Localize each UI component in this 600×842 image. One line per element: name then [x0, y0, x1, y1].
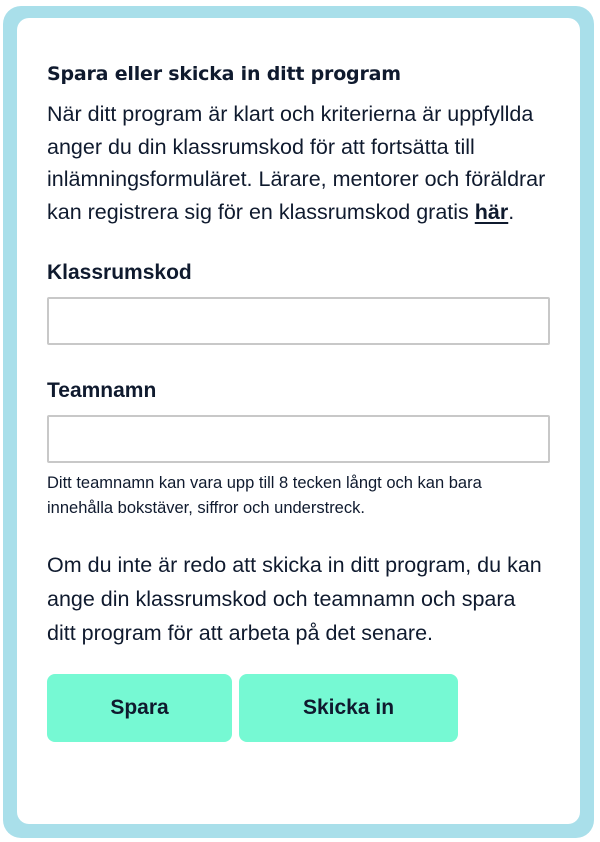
register-link[interactable]: här: [474, 199, 509, 224]
intro-text-end: .: [508, 199, 515, 224]
intro-text-body: När ditt program är klart och kriterierna är uppfyllda anger du din klassrumskod för att fortsätta till inlämningsformuläret. Lärare, mentorer och föräldrar kan registrera sig för en klassrumskod gratis: [47, 102, 546, 224]
action-buttons: [47, 674, 550, 742]
classroom-code-input[interactable]: [47, 297, 550, 345]
form-title: Spara eller skicka in ditt program: [47, 63, 401, 85]
classroom-code-label: Klassrumskod: [47, 261, 192, 284]
submit-button[interactable]: Skicka in: [239, 674, 458, 742]
card-frame: [3, 6, 594, 838]
team-name-input[interactable]: [47, 415, 550, 463]
team-name-label: Teamnamn: [47, 379, 157, 402]
team-name-hint: Ditt teamnamn kan vara upp till 8 tecken långt och kan bara innehålla bokstäver, siffror och understreck.: [47, 474, 482, 517]
intro-text: [47, 98, 550, 228]
outro-text: Om du inte är redo att skicka in ditt program, du kan ange din klassrumskod och teamnamn och spara ditt program för att arbeta på det senare.: [47, 553, 542, 645]
submit-form-card: [17, 18, 580, 824]
save-button[interactable]: Spara: [47, 674, 232, 742]
